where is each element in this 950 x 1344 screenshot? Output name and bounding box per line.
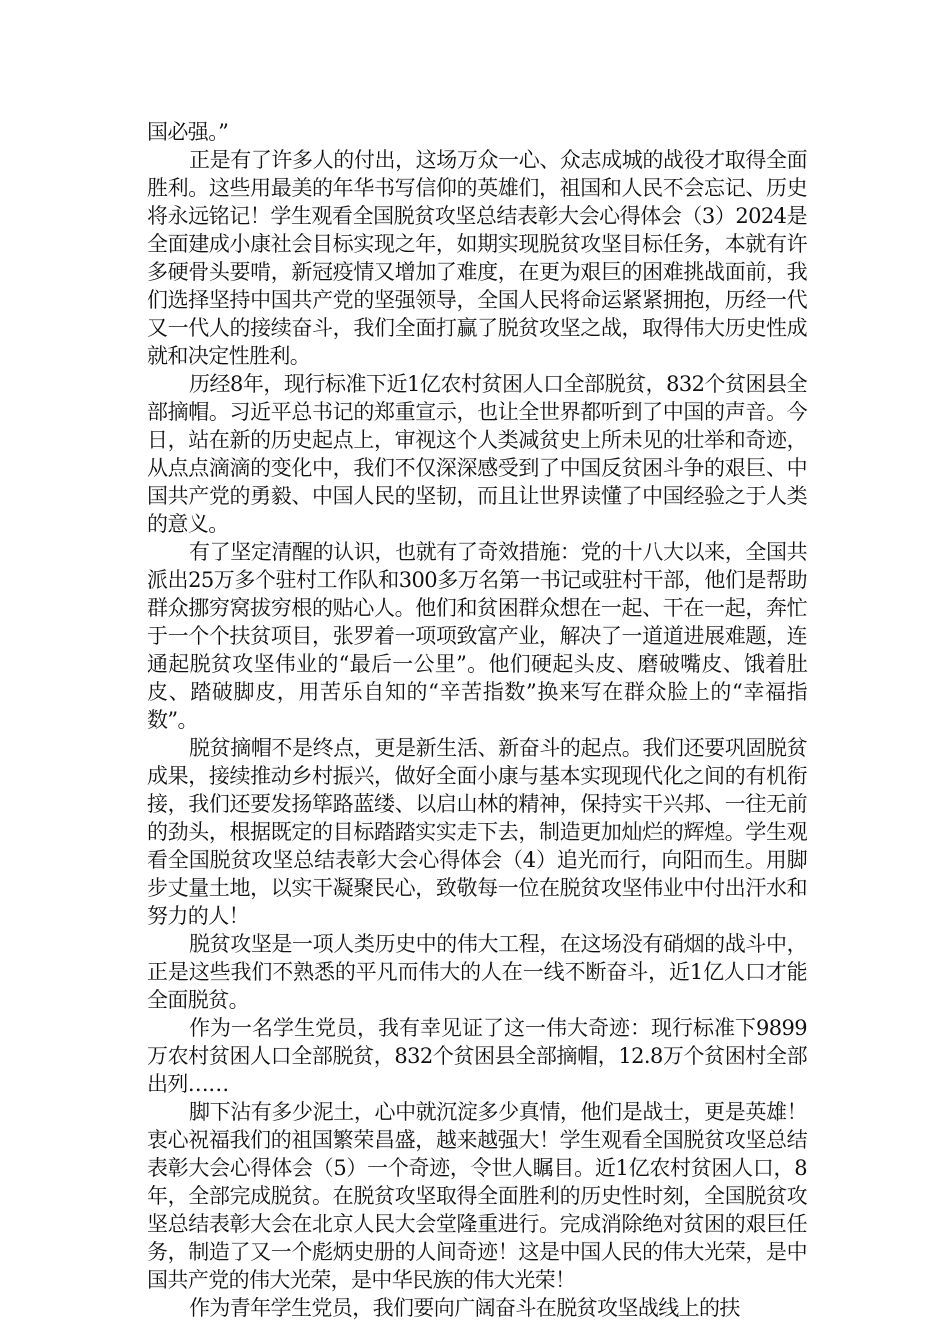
paragraph-3: 历经8年，现行标准下近1亿农村贫困人口全部脱贫，832个贫困县全部摘帽。习近平总书记的郑重宣示，也让全世界都听到了中国的声音。今日，站在新的历史起点上，审视这个人类减贫史上所未见的壮举和奇迹，从点点滴滴的变化中，我们不仅深深感受到了中国反贫困斗争的艰巨、中国共产党的勇毅、中国人民的坚韧，而且让世界读懂了中国经验之于人类的意义。 bbox=[147, 372, 807, 536]
paragraph-6: 脱贫攻坚是一项人类历史中的伟大工程，在这场没有硝烟的战斗中，正是这些我们不熟悉的平凡而伟大的人在一线不断奋斗，近1亿人口才能全面脱贫。 bbox=[147, 932, 807, 1012]
paragraph-1: 国必强。” bbox=[147, 120, 229, 144]
paragraph-5: 脱贫摘帽不是终点，更是新生活、新奋斗的起点。我们还要巩固脱贫成果，接续推动乡村振兴，做好全面小康与基本实现现代化之间的有机衔接，我们还要发扬筚路蓝缕、以启山林的精神，保持实干兴邦、一往无前的劲头，根据既定的目标踏踏实实走下去，制造更加灿烂的辉煌。学生观看全国脱贫攻坚总结表彰大会心得体会（4）追光而行，向阳而生。用脚步丈量土地，以实干凝聚民心，致敬每一位在脱贫攻坚伟业中付出汗水和努力的人！ bbox=[147, 736, 807, 928]
paragraph-9: 作为青年学生党员，我们要向广阔奋斗在脱贫攻坚战线上的扶 bbox=[189, 1296, 740, 1320]
paragraph-7: 作为一名学生党员，我有幸见证了这一伟大奇迹：现行标准下9899万农村贫困人口全部脱贫，832个贫困县全部摘帽，12.8万个贫困村全部出列…… bbox=[147, 1016, 807, 1096]
paragraph-8: 脚下沾有多少泥土，心中就沉淀多少真情，他们是战士，更是英雄！衷心祝福我们的祖国繁荣昌盛，越来越强大！学生观看全国脱贫攻坚总结表彰大会心得体会（5）一个奇迹，令世人瞩目。近1亿农村贫困人口，8年，全部完成脱贫。在脱贫攻坚取得全面胜利的历史性时刻，全国脱贫攻坚总结表彰大会在北京人民大会堂隆重进行。完成消除绝对贫困的艰巨任务，制造了又一个彪炳史册的人间奇迹！这是中国人民的伟大光荣，是中国共产党的伟大光荣，是中华民族的伟大光荣！ bbox=[147, 1100, 807, 1292]
document-body bbox=[147, 118, 807, 1322]
paragraph-2: 正是有了许多人的付出，这场万众一心、众志成城的战役才取得全面胜利。这些用最美的年华书写信仰的英雄们，祖国和人民不会忘记、历史将永远铭记！学生观看全国脱贫攻坚总结表彰大会心得体会（3）2024是全面建成小康社会目标实现之年，如期实现脱贫攻坚目标任务，本就有许多硬骨头要啃，新冠疫情又增加了难度，在更为艰巨的困难挑战面前，我们选择坚持中国共产党的坚强领导，全国人民将命运紧紧拥抱，历经一代又一代人的接续奋斗，我们全面打赢了脱贫攻坚之战，取得伟大历史性成就和决定性胜利。 bbox=[147, 148, 807, 368]
paragraph-4: 有了坚定清醒的认识，也就有了奇效措施：党的十八大以来，全国共派出25万多个驻村工作队和300多万名第一书记或驻村干部，他们是帮助群众挪穷窝拔穷根的贴心人。他们和贫困群众想在一起、干在一起，奔忙于一个个扶贫项目，张罗着一项项致富产业，解决了一道道进展难题，连通起脱贫攻坚伟业的“最后一公里”。他们硬起头皮、磨破嘴皮、饿着肚皮、踏破脚皮，用苦乐自知的“辛苦指数”换来写在群众脸上的“幸福指数”。 bbox=[147, 540, 807, 732]
